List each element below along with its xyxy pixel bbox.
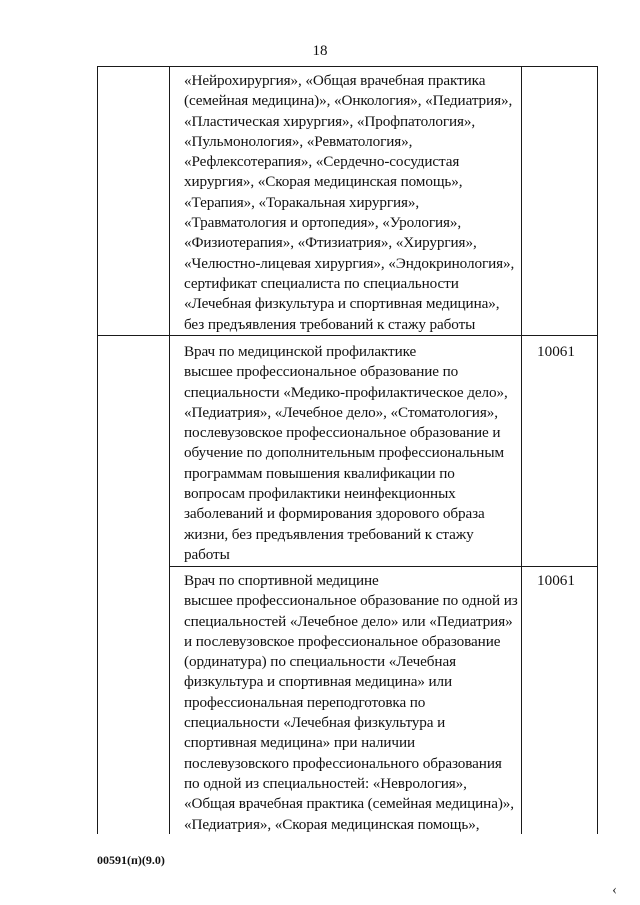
text-line: специальности «Лечебная физкультура и [184, 714, 446, 732]
text-line: обучение по дополнительным профессиональным [184, 444, 504, 462]
row-divider-2 [169, 566, 598, 567]
text-line: (семейная медицина)», «Онкология», «Педиатрия», [184, 92, 513, 110]
text-line: «Педиатрия», «Лечебное дело», «Стоматология», [184, 403, 498, 421]
text-line: хирургия», «Скорая медицинская помощь», [184, 173, 463, 191]
text-line: по одной из специальностей: «Неврология», [184, 774, 467, 792]
text-line: послевузовского профессионального образования [184, 754, 502, 772]
row-2-code: 10061 [537, 343, 575, 360]
row-1-description [184, 71, 514, 335]
text-line: «Пульмонология», «Ревматология», [184, 132, 413, 150]
table-column-divider-1 [169, 66, 170, 834]
table-border-top [97, 66, 598, 67]
text-line: вопросам профилактики неинфекционных [184, 485, 456, 503]
text-line: Врач по спортивной медицине [184, 572, 379, 589]
text-line: заболеваний и формирования здорового образа [184, 505, 485, 523]
page-number: 18 [312, 43, 328, 59]
text-line: «Челюстно-лицевая хирургия», «Эндокринология», [184, 254, 515, 272]
row-divider-1 [97, 335, 598, 336]
text-line: «Травматология и ортопедия», «Урология», [184, 214, 462, 232]
text-line: специальностей «Лечебное дело» или «Педиатрия» [184, 612, 513, 630]
text-line: «Педиатрия», «Скорая медицинская помощь», [184, 815, 480, 833]
table-column-divider-2 [521, 66, 522, 834]
text-line: высшее профессиональное образование по одной из [184, 592, 518, 610]
text-line: «Лечебная физкультура и спортивная медицина», [184, 295, 500, 313]
corner-mark: ‹ [612, 882, 617, 898]
text-line: Врач по медицинской профилактике [184, 343, 417, 360]
text-line: «Общая врачебная практика (семейная медицина)», [184, 795, 514, 813]
row-3-code: 10061 [537, 572, 575, 589]
text-line: жизни, без предъявления требований к стажу [184, 525, 474, 543]
text-line: и послевузовское профессиональное образование [184, 632, 501, 650]
text-line: спортивная медицина» при наличии [184, 734, 416, 752]
text-line: «Терапия», «Торакальная хирургия», [184, 193, 420, 211]
text-line: «Пластическая хирургия», «Профпатология», [184, 112, 476, 130]
text-line: «Нейрохирургия», «Общая врачебная практика [184, 72, 486, 89]
text-line: (ординатура) по специальности «Лечебная [184, 653, 456, 671]
text-line: «Физиотерапия», «Фтизиатрия», «Хирургия», [184, 234, 477, 252]
document-footer-code: 00591(п)(9.0) [97, 853, 165, 867]
table-border-left [97, 66, 98, 834]
text-line: специальности «Медико-профилактическое дело», [184, 383, 508, 401]
row-2-description [184, 342, 508, 565]
text-line: работы [184, 545, 230, 563]
text-line: «Рефлексотерапия», «Сердечно-сосудистая [184, 153, 460, 171]
table-border-right [597, 66, 598, 834]
text-line: высшее профессиональное образование по [184, 363, 459, 381]
row-3-description [184, 571, 518, 835]
text-line: физкультура и спортивная медицина» или [184, 673, 453, 691]
text-line: без предъявления требований к стажу работы [184, 315, 476, 333]
text-line: профессиональная переподготовка по [184, 693, 426, 711]
text-line: послевузовское профессиональное образование и [184, 424, 501, 442]
text-line: программам повышения квалификации по [184, 464, 455, 482]
text-line: сертификат специалиста по специальности [184, 274, 459, 292]
qualification-table [97, 66, 598, 834]
